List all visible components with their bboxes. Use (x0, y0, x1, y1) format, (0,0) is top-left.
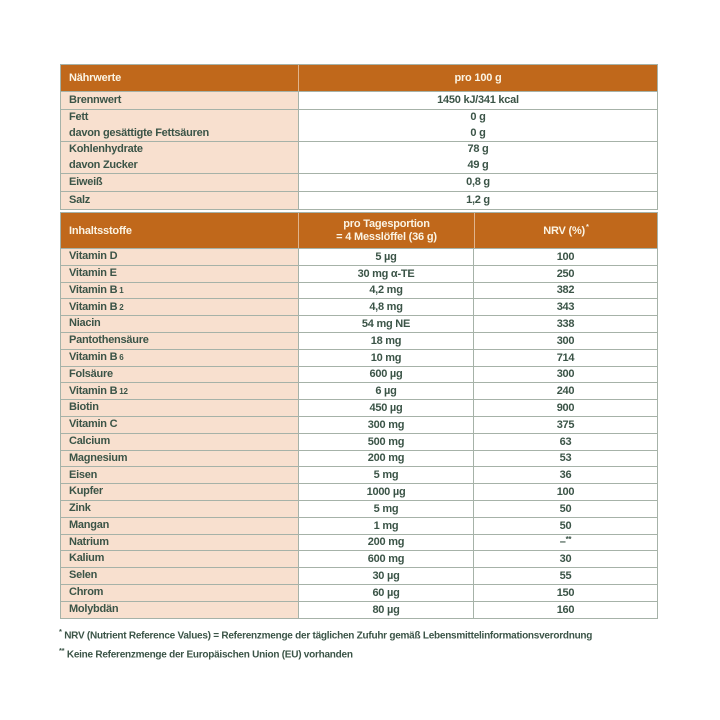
row-label: Vitamin B 2 (69, 300, 124, 313)
row-nrv-value: 300 (556, 334, 575, 347)
row-nrv-cell (474, 518, 657, 534)
table-row (61, 191, 657, 209)
table-row (61, 534, 657, 551)
row-nrv-cell (474, 417, 657, 433)
row-amount-cell: 1 mg (299, 518, 474, 534)
row-label: Vitamin C (69, 418, 118, 431)
row-amount-cell: 5 mg (299, 467, 474, 483)
row-label-cell (61, 551, 299, 567)
row-label-cell (61, 299, 299, 315)
row-nrv-cell (474, 535, 657, 551)
row-amount-cell: 200 mg (299, 451, 474, 467)
row-label-line: Fett (69, 111, 89, 123)
row-label-cell (61, 316, 299, 332)
row-label: Vitamin E (69, 266, 117, 279)
row-amount-cell: 6 µg (299, 383, 474, 399)
table-row (61, 109, 657, 141)
row-value-line: 78 g (467, 143, 489, 155)
row-nrv-cell (474, 333, 657, 349)
row-value-cell (299, 92, 657, 109)
row-amount-cell: 1000 µg (299, 484, 474, 500)
footnote-line (59, 643, 679, 662)
row-label-cell (61, 249, 299, 265)
table2-header-nrv-text: NRV (%) (543, 224, 586, 237)
table-row (61, 141, 657, 173)
table2-body (61, 248, 657, 618)
table-row (61, 550, 657, 567)
row-value-line: 0 g (470, 126, 486, 139)
row-nrv-cell (474, 585, 657, 601)
row-nrv-value: 300 (556, 368, 575, 381)
row-label: Niacin (69, 317, 101, 330)
row-label: Calcium (69, 434, 111, 447)
row-nrv-cell (474, 266, 657, 282)
row-label: Kupfer (69, 485, 103, 498)
row-label: Vitamin D (69, 250, 118, 263)
row-nrv-cell (474, 602, 657, 618)
row-amount-cell: 30 µg (299, 568, 474, 584)
row-amount-cell: 4,8 mg (299, 299, 474, 315)
row-amount-cell: 54 mg NE (299, 316, 474, 332)
row-label-cell (61, 367, 299, 383)
row-label-cell (61, 417, 299, 433)
nrv-no-reference-asterisks: ** (565, 534, 572, 544)
table1-header-per100g: pro 100 g (454, 72, 502, 84)
table1-header-label: Nährwerte (61, 65, 299, 91)
row-label: Vitamin B 1 (69, 283, 124, 296)
row-amount-cell: 600 µg (299, 367, 474, 383)
table2-header-portion (299, 213, 475, 248)
row-label: Vitamin B 12 (69, 384, 128, 397)
label-subscript: 2 (119, 302, 124, 312)
row-amount-cell: 30 mg α-TE (299, 266, 474, 282)
row-label: Chrom (69, 586, 104, 599)
row-nrv-cell (474, 451, 657, 467)
row-amount-cell: 4,2 mg (299, 283, 474, 299)
footnote-marker: * (59, 627, 62, 636)
table-naehrwerte (60, 64, 658, 210)
row-value-line: 49 g (467, 158, 489, 171)
table-row (61, 416, 657, 433)
row-amount-cell: 300 mg (299, 417, 474, 433)
row-nrv-value: 100 (556, 486, 575, 499)
row-amount-cell: 200 mg (299, 535, 474, 551)
row-nrv-value: 343 (556, 301, 575, 314)
footnote-line (59, 624, 679, 643)
row-label: Kalium (69, 552, 105, 565)
row-nrv-cell (474, 249, 657, 265)
row-label-cell (61, 383, 299, 399)
row-label-line: davon Zucker (69, 158, 138, 171)
footnote-text: NRV (Nutrient Reference Values) = Referenzmenge der täglichen Zufuhr gemäß Lebensmittelinformationsverordnung (61, 630, 593, 642)
row-label-cell (61, 192, 299, 209)
row-label-line: Brennwert (69, 93, 122, 106)
table2-header-nrv (475, 213, 657, 248)
row-value-cell (299, 174, 657, 191)
table-row (61, 433, 657, 450)
table2-header-portion-line1: pro Tagesportion (343, 218, 430, 230)
row-amount-cell: 500 mg (299, 434, 474, 450)
row-nrv-cell (474, 383, 657, 399)
row-label-cell (61, 110, 299, 141)
row-nrv-cell (474, 283, 657, 299)
row-nrv-cell (474, 316, 657, 332)
row-label-line: davon gesättigte Fettsäuren (69, 126, 209, 139)
label-subscript: 1 (119, 285, 124, 295)
row-nrv-cell (474, 367, 657, 383)
row-label-cell (61, 283, 299, 299)
row-nrv-value: 36 (559, 469, 572, 482)
row-label-cell (61, 142, 299, 173)
table2-header-label: Inhaltsstoffe (61, 213, 299, 248)
table2-header-row (61, 213, 657, 248)
row-label: Magnesium (69, 451, 128, 464)
row-label-cell (61, 535, 299, 551)
row-nrv-value: 382 (556, 284, 575, 297)
row-nrv-value: – (559, 536, 566, 549)
row-label-cell (61, 451, 299, 467)
row-label-cell (61, 602, 299, 618)
row-nrv-value: 714 (556, 351, 575, 364)
table-row (61, 265, 657, 282)
row-label-cell (61, 350, 299, 366)
row-nrv-value: 240 (556, 385, 575, 398)
row-value-line: 1,2 g (466, 193, 490, 206)
row-value-cell (299, 192, 657, 209)
row-amount-cell: 60 µg (299, 585, 474, 601)
row-label-line: Salz (69, 193, 91, 206)
row-label-cell (61, 568, 299, 584)
row-label: Vitamin B 6 (69, 350, 124, 363)
row-value-cell (299, 110, 657, 141)
row-label: Pantothensäure (69, 334, 149, 347)
table1-body (61, 91, 657, 209)
row-amount-cell: 5 mg (299, 501, 474, 517)
table-row (61, 298, 657, 315)
row-label-cell (61, 585, 299, 601)
row-nrv-cell (474, 551, 657, 567)
row-amount-cell: 450 µg (299, 400, 474, 416)
table-row (61, 517, 657, 534)
table-row (61, 450, 657, 467)
row-nrv-cell (474, 501, 657, 517)
row-label-cell (61, 434, 299, 450)
table-row (61, 382, 657, 399)
row-label: Folsäure (69, 367, 113, 380)
row-label: Selen (69, 569, 98, 582)
row-value-line: 0 g (470, 111, 486, 123)
row-value-line: 0,8 g (466, 175, 490, 188)
row-nrv-cell (474, 484, 657, 500)
table-row (61, 601, 657, 618)
table-row (61, 483, 657, 500)
row-label-cell (61, 484, 299, 500)
row-label: Mangan (69, 518, 110, 531)
footnote-marker: ** (59, 646, 65, 656)
row-nrv-value: 900 (556, 402, 575, 415)
row-nrv-cell (474, 299, 657, 315)
row-label-cell (61, 400, 299, 416)
row-nrv-value: 100 (556, 250, 575, 263)
row-label-cell (61, 92, 299, 109)
row-nrv-cell (474, 568, 657, 584)
row-nrv-value: 50 (559, 519, 572, 532)
row-nrv-value: 375 (556, 418, 575, 431)
row-label: Eisen (69, 468, 98, 481)
row-amount-cell: 600 mg (299, 551, 474, 567)
row-value-line: 1450 kJ/341 kcal (437, 93, 519, 106)
footnote-text: Keine Referenzmenge der Europäischen Union (EU) vorhanden (64, 649, 353, 661)
table-row (61, 173, 657, 191)
table2-header-portion-line2: = 4 Messlöffel (36 g) (336, 230, 437, 243)
table-row (61, 349, 657, 366)
footnotes (59, 624, 679, 663)
row-label: Molybdän (69, 602, 119, 615)
row-value-cell (299, 142, 657, 173)
row-nrv-cell (474, 434, 657, 450)
row-label: Biotin (69, 401, 99, 414)
row-nrv-value: 150 (556, 586, 575, 599)
table-row (61, 366, 657, 383)
table-inhaltsstoffe (60, 212, 658, 619)
label-subscript: 12 (119, 386, 128, 396)
row-nrv-value: 30 (559, 553, 572, 566)
table-row (61, 282, 657, 299)
row-label: Natrium (69, 535, 109, 548)
row-amount-cell: 18 mg (299, 333, 474, 349)
row-nrv-cell (474, 350, 657, 366)
table-row (61, 399, 657, 416)
row-label: Zink (69, 502, 91, 515)
row-label-cell (61, 501, 299, 517)
row-nrv-value: 338 (556, 318, 575, 331)
row-nrv-value: 63 (559, 435, 572, 448)
table-row (61, 500, 657, 517)
row-label-cell (61, 266, 299, 282)
row-amount-cell: 80 µg (299, 602, 474, 618)
table-row (61, 584, 657, 601)
row-nrv-value: 55 (559, 570, 572, 583)
table1-header-row (61, 65, 657, 91)
row-amount-cell: 10 mg (299, 350, 474, 366)
table-row (61, 248, 657, 265)
table-row (61, 332, 657, 349)
row-label-line: Kohlenhydrate (69, 143, 143, 155)
row-label-cell (61, 174, 299, 191)
row-nrv-value: 50 (559, 502, 572, 515)
label-subscript: 6 (119, 352, 124, 362)
row-label-cell (61, 467, 299, 483)
table-row (61, 91, 657, 109)
table-row (61, 315, 657, 332)
table-row (61, 567, 657, 584)
nrv-footnote-asterisk: * (586, 222, 589, 231)
row-amount-cell: 5 µg (299, 249, 474, 265)
row-nrv-value: 160 (556, 603, 575, 616)
row-nrv-cell (474, 467, 657, 483)
row-nrv-value: 250 (556, 267, 575, 280)
row-nrv-value: 53 (559, 452, 572, 465)
row-label-cell (61, 518, 299, 534)
row-nrv-cell (474, 400, 657, 416)
row-label-line: Eiweiß (69, 175, 103, 188)
table-row (61, 466, 657, 483)
row-label-cell (61, 333, 299, 349)
